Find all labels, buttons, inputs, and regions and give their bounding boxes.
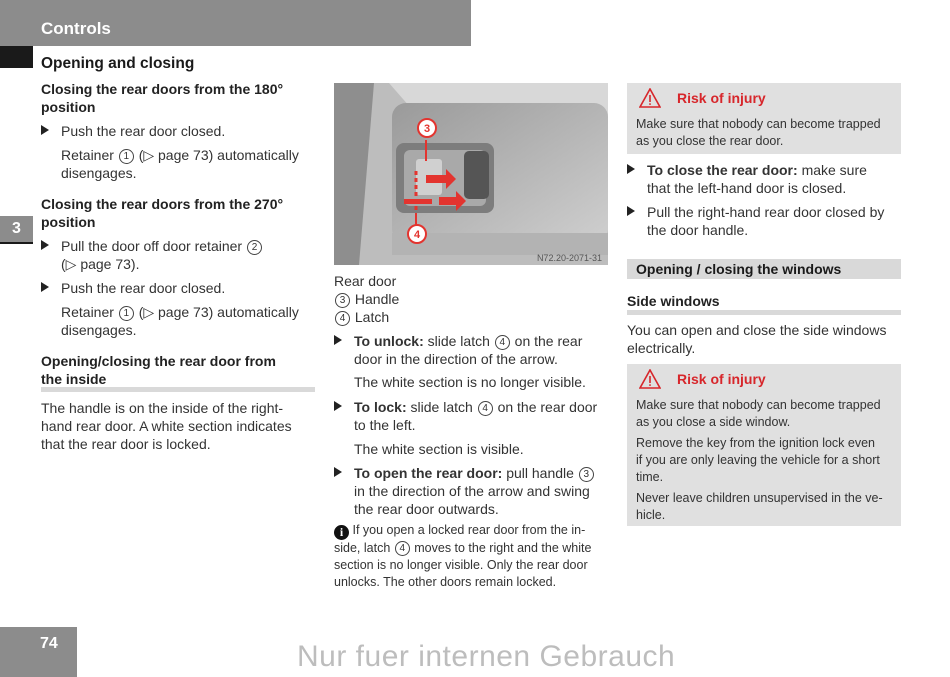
side-windows-text (627, 321, 886, 357)
bold-text: To lock: (354, 399, 407, 415)
caption-item (334, 290, 399, 308)
bold-text: To close the rear door: (647, 162, 798, 178)
text: section is no longer visible. Only the rear door (334, 558, 588, 572)
bullet-item (334, 332, 614, 368)
text: Handle (354, 291, 400, 307)
info-note (334, 522, 591, 591)
bullet-item (41, 237, 321, 273)
callout-number: 4 (335, 311, 350, 326)
text: Make sure that nobody can become trapped (636, 398, 881, 412)
text: Make sure that nobody can become trapped (636, 117, 881, 131)
rear-door-figure (334, 83, 608, 265)
page-header-title: Controls (41, 19, 111, 38)
text: Retainer (61, 147, 114, 163)
note-text: The white section is visible. (354, 441, 524, 457)
bullet-arrow-icon (334, 467, 342, 477)
text: electrically. (627, 340, 696, 356)
text: make sure (801, 162, 867, 178)
warning-triangle-icon (639, 369, 661, 389)
text: Pull the right-hand rear door closed by (647, 204, 885, 220)
heading-inside-line2: the inside (41, 371, 107, 387)
bullet-arrow-icon (41, 282, 49, 292)
warning-triangle-icon (639, 88, 661, 108)
text: on the rear door (497, 399, 598, 415)
text: Remove the key from the ignition lock even (636, 436, 876, 450)
caption-item (334, 308, 399, 326)
bullet-item (334, 398, 614, 434)
figure-caption (334, 272, 399, 326)
warning-text (636, 397, 883, 524)
bullet-text: Push the rear door closed. (61, 123, 226, 139)
bullet-arrow-icon (627, 206, 635, 216)
door-handle-illustration (334, 83, 608, 265)
text: the rear door outwards. (354, 501, 499, 517)
callout-number: 3 (335, 293, 350, 308)
figure-code: N72.20-2071-31 (536, 253, 602, 263)
heading-inside-line1: Opening/closing the rear door from (41, 353, 276, 369)
text: in the direction of the arrow and swing (354, 483, 590, 499)
callout-number: 4 (395, 541, 410, 556)
callout-number: 3 (579, 467, 594, 482)
divider (41, 387, 315, 392)
retainer-note-2 (61, 303, 299, 339)
text: moves to the right and the white (414, 541, 592, 555)
text: hicle. (636, 508, 666, 522)
subheading-side-windows: Side windows (627, 293, 720, 309)
callout-number: 1 (119, 149, 134, 164)
info-icon: i (334, 525, 349, 540)
page-number: 74 (40, 635, 58, 652)
text: slide latch (410, 399, 473, 415)
text: as you close a side window. (636, 415, 791, 429)
text: pull handle (506, 465, 574, 481)
text: slide latch (427, 333, 490, 349)
callout-number: 4 (495, 335, 510, 350)
bullet-item (627, 203, 907, 239)
bullet-item (334, 464, 614, 518)
bold-text: To unlock: (354, 333, 424, 349)
heading-180-line1: Closing the rear doors from the 180° (41, 81, 284, 97)
text: that the left-hand door is closed. (647, 180, 847, 196)
bullet-arrow-icon (334, 401, 342, 411)
bullet-arrow-icon (41, 125, 49, 135)
divider (627, 310, 901, 315)
text: You can open and close the side windows (627, 322, 887, 338)
section-heading-windows: Opening / closing the windows (627, 259, 901, 279)
text: unlocks. The other doors remain locked. (334, 575, 557, 589)
text: on the rear (514, 333, 583, 349)
warning-box-windows (627, 364, 901, 526)
text: Pull the door off door retainer (61, 238, 243, 254)
text: (▷ page 73). (61, 256, 140, 272)
text: hand rear door. A white section indicates (41, 418, 292, 434)
text: disengages. (61, 322, 137, 338)
heading-180-line2: position (41, 99, 96, 115)
callout-number: 4 (478, 401, 493, 416)
warning-text (636, 116, 881, 150)
heading-270-line2: position (41, 214, 96, 230)
chapter-tab: 3 (0, 216, 33, 242)
callout-number: 2 (247, 240, 262, 255)
text: Never leave children unsupervised in the ve- (636, 491, 883, 505)
heading-180 (41, 80, 283, 116)
text: Latch (354, 309, 390, 325)
bold-text: To open the rear door: (354, 465, 503, 481)
callout-number: 1 (119, 306, 134, 321)
watermark: Nur fuer internen Gebrauch (297, 640, 676, 673)
caption-title: Rear door (334, 273, 397, 289)
text: The handle is on the inside of the right- (41, 400, 284, 416)
warning-title: Risk of injury (677, 371, 766, 387)
chapter-tab-underline (0, 242, 33, 244)
note-text: The white section is no longer visible. (354, 374, 586, 390)
heading-270 (41, 195, 283, 231)
section-title: Opening and closing (41, 55, 195, 72)
text: if you are only leaving the vehicle for a short (636, 453, 880, 467)
callout-label-3: 3 (423, 123, 431, 135)
bullet-arrow-icon (334, 335, 342, 345)
text: (▷ page 73) automatically (138, 147, 299, 163)
inside-handle-text (41, 399, 292, 453)
bullet-text: Push the rear door closed. (61, 280, 226, 296)
text: the door handle. (647, 222, 749, 238)
text: disengages. (61, 165, 137, 181)
callout-label-4: 4 (413, 229, 421, 241)
text: as you close the rear door. (636, 134, 784, 148)
bullet-item (627, 161, 907, 197)
text: If you open a locked rear door from the in- (352, 523, 586, 537)
warning-box-rear-door (627, 83, 901, 154)
text: that the rear door is locked. (41, 436, 211, 452)
retainer-note-1 (61, 146, 299, 182)
section-marker (0, 46, 33, 68)
text: (▷ page 73) automatically (138, 304, 299, 320)
text: Retainer (61, 304, 114, 320)
text: door in the direction of the arrow. (354, 351, 558, 367)
bullet-arrow-icon (41, 240, 49, 250)
text: side, latch (334, 541, 391, 555)
text: time. (636, 470, 664, 484)
heading-inside (41, 352, 276, 388)
page-number-box (0, 627, 77, 677)
warning-title: Risk of injury (677, 90, 766, 106)
text: to the left. (354, 417, 416, 433)
heading-270-line1: Closing the rear doors from the 270° (41, 196, 284, 212)
bullet-arrow-icon (627, 164, 635, 174)
